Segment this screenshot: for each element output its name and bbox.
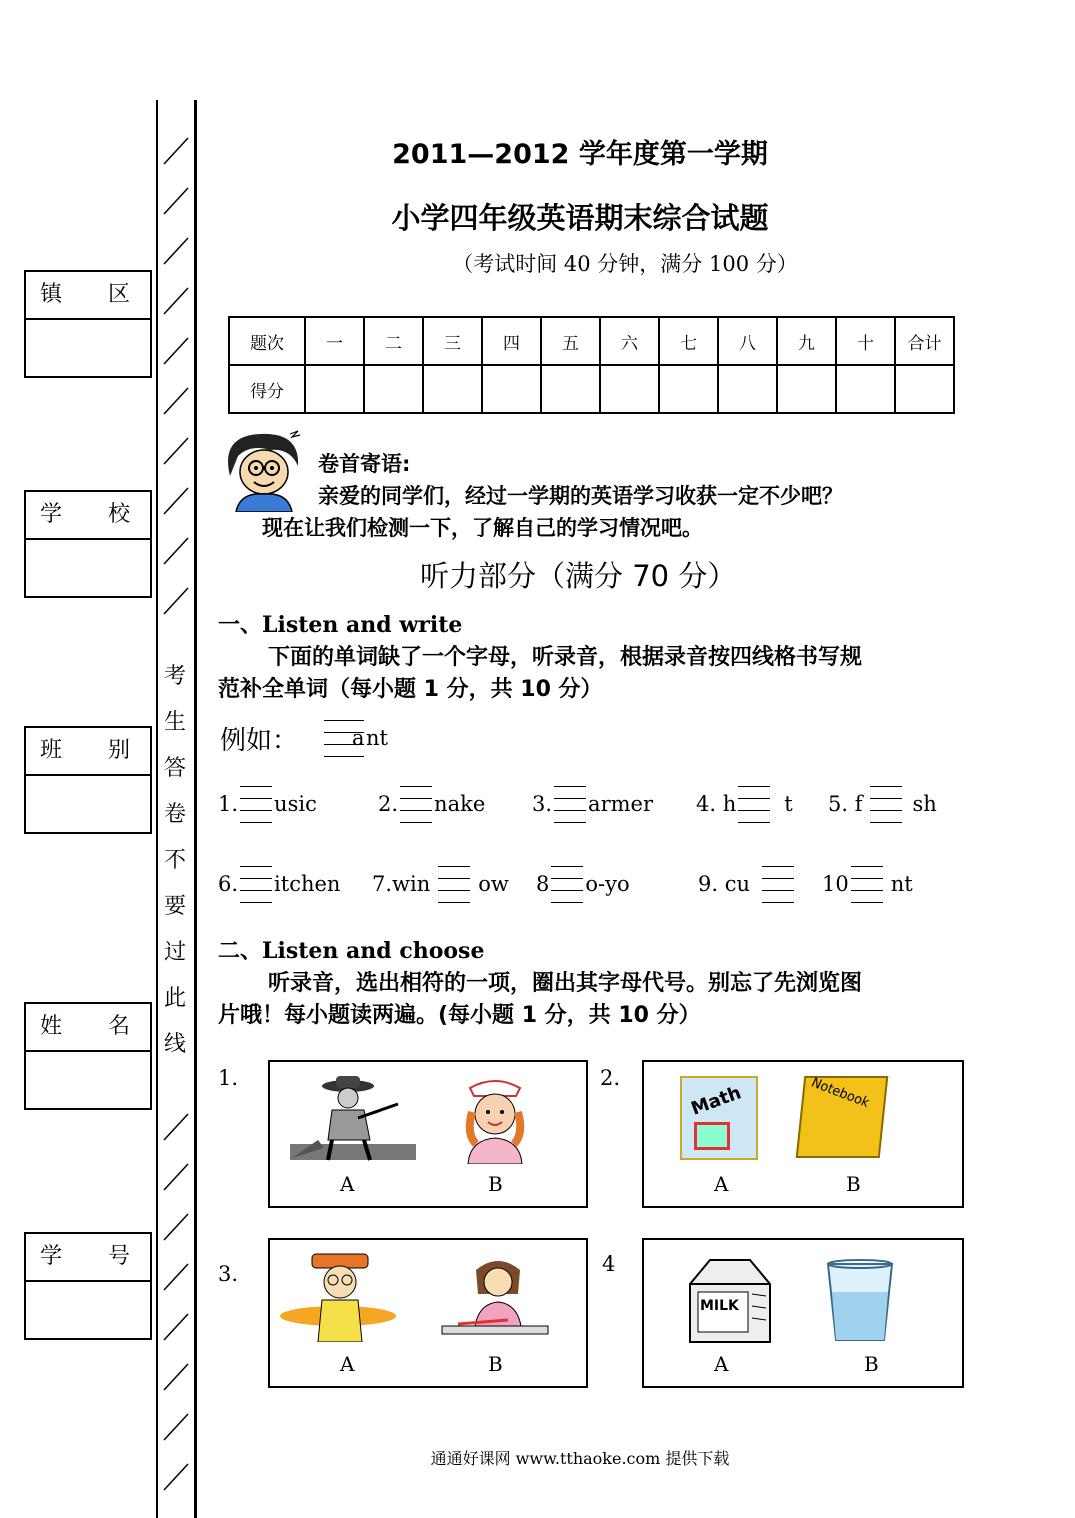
option-a-label[interactable]: A bbox=[714, 1352, 729, 1376]
message-heading: 卷首寄语: bbox=[318, 452, 411, 476]
message-line: 现在让我们检测一下，了解自己的学习情况吧。 bbox=[262, 516, 703, 540]
exam-title: 小学四年级英语期末综合试题 bbox=[391, 201, 769, 235]
field-input-area[interactable] bbox=[26, 1052, 150, 1108]
score-blank[interactable] bbox=[423, 365, 482, 413]
score-cell: 得分 bbox=[229, 365, 305, 413]
score-blank[interactable] bbox=[895, 365, 954, 413]
binding-char: 不 bbox=[160, 838, 190, 884]
notebook-text: Notebook bbox=[808, 1075, 872, 1111]
score-cell: 题次 bbox=[229, 317, 305, 365]
picture-box bbox=[642, 1060, 964, 1208]
question-number: 3. bbox=[218, 1262, 239, 1286]
score-cell: 五 bbox=[541, 317, 600, 365]
binding-char: 要 bbox=[160, 884, 190, 930]
example-rest: nt bbox=[366, 726, 388, 750]
word-item: 8 o-yo bbox=[536, 862, 630, 906]
option-a-label[interactable]: A bbox=[340, 1172, 355, 1196]
binding-char: 过 bbox=[160, 930, 190, 976]
word-item: 6. itchen bbox=[218, 862, 340, 906]
score-blank[interactable] bbox=[305, 365, 364, 413]
word-item: 4. h t bbox=[696, 782, 793, 826]
question-number: 1. bbox=[218, 1066, 239, 1090]
binding-char: 答 bbox=[160, 746, 190, 792]
exam-note: （考试时间 40 分钟，满分 100 分） bbox=[452, 252, 798, 276]
binding-char: 生 bbox=[160, 700, 190, 746]
field-label: 名 bbox=[108, 1014, 131, 1039]
score-cell: 四 bbox=[482, 317, 541, 365]
example-word bbox=[322, 716, 388, 760]
section-instruction: 范补全单词（每小题 1 分，共 10 分） bbox=[218, 677, 603, 702]
exam-term-title: 2011—2012 学年度第一学期 bbox=[392, 139, 768, 170]
word-item: 1. usic bbox=[218, 782, 317, 826]
word-item: 3. armer bbox=[532, 782, 653, 826]
notebook-picture-icon[interactable] bbox=[796, 1076, 889, 1158]
picture-box bbox=[268, 1060, 588, 1208]
score-cell: 十 bbox=[836, 317, 895, 365]
math-book-picture-icon[interactable] bbox=[680, 1076, 758, 1160]
score-cell: 八 bbox=[718, 317, 777, 365]
score-blank[interactable] bbox=[364, 365, 423, 413]
field-student-id bbox=[24, 1232, 152, 1340]
section-instruction: 下面的单词缺了一个字母，听录音，根据录音按四线格书写规 bbox=[268, 645, 863, 670]
field-label: 区 bbox=[108, 282, 131, 307]
score-blank[interactable] bbox=[600, 365, 659, 413]
field-label: 姓 bbox=[40, 1014, 63, 1039]
four-line-box[interactable] bbox=[240, 782, 272, 826]
section-instruction: 听录音，选出相符的一项，圈出其字母代号。别忘了先浏览图 bbox=[268, 971, 863, 996]
question-number: 4 bbox=[602, 1252, 616, 1276]
score-cell: 合计 bbox=[895, 317, 954, 365]
four-line-box[interactable] bbox=[400, 782, 432, 826]
field-label: 号 bbox=[108, 1244, 131, 1269]
score-blank[interactable] bbox=[777, 365, 836, 413]
field-label: 学 bbox=[40, 1244, 63, 1269]
glass-of-water-picture-icon[interactable] bbox=[824, 1258, 896, 1344]
score-blank[interactable] bbox=[482, 365, 541, 413]
score-cell: 三 bbox=[423, 317, 482, 365]
option-b-label[interactable]: B bbox=[846, 1172, 861, 1196]
field-input-area[interactable] bbox=[26, 1282, 150, 1338]
binding-char: 考 bbox=[160, 654, 190, 700]
word-item: 2. nake bbox=[378, 782, 485, 826]
score-blank[interactable] bbox=[718, 365, 777, 413]
word-item: 9. cu bbox=[698, 862, 796, 906]
boy-picture-icon[interactable] bbox=[278, 1250, 408, 1342]
four-line-box[interactable] bbox=[240, 862, 272, 906]
score-cell: 九 bbox=[777, 317, 836, 365]
score-table-score-row bbox=[229, 365, 954, 413]
four-line-box bbox=[324, 716, 364, 760]
four-line-box[interactable] bbox=[738, 782, 770, 826]
score-table bbox=[228, 316, 955, 414]
score-blank[interactable] bbox=[541, 365, 600, 413]
farmer-picture-icon[interactable] bbox=[288, 1074, 418, 1164]
section-heading: 一、Listen and write bbox=[218, 612, 463, 638]
footer-source: 通通好课网 www.tthaoke.com 提供下载 bbox=[430, 1449, 730, 1468]
message-line: 亲爱的同学们，经过一学期的英语学习收获一定不少吧？ bbox=[318, 484, 843, 508]
picture-box bbox=[268, 1238, 588, 1388]
field-class bbox=[24, 726, 152, 834]
section-instruction: 片哦！每小题读两遍。(每小题 1 分，共 10 分） bbox=[218, 1003, 701, 1028]
field-town bbox=[24, 270, 152, 378]
field-label: 班 bbox=[40, 738, 63, 763]
example-letter: a bbox=[352, 726, 365, 750]
four-line-box[interactable] bbox=[438, 862, 470, 906]
four-line-box[interactable] bbox=[551, 862, 583, 906]
field-label: 校 bbox=[108, 502, 131, 527]
binding-char: 线 bbox=[160, 1022, 190, 1068]
score-cell: 一 bbox=[305, 317, 364, 365]
picture-box bbox=[642, 1238, 964, 1388]
four-line-box[interactable] bbox=[870, 782, 902, 826]
part-title: 听力部分（满分 70 分） bbox=[420, 559, 737, 593]
score-cell: 六 bbox=[600, 317, 659, 365]
section-heading: 二、Listen and choose bbox=[218, 938, 485, 964]
milk-carton-text: MILK bbox=[700, 1298, 739, 1314]
word-item: 5. f sh bbox=[828, 782, 937, 826]
binding-char: 卷 bbox=[160, 792, 190, 838]
field-label: 别 bbox=[108, 738, 131, 763]
nurse-picture-icon[interactable] bbox=[440, 1074, 550, 1164]
field-input-area[interactable] bbox=[26, 540, 150, 596]
field-input-area[interactable] bbox=[26, 776, 150, 832]
option-a-label[interactable]: A bbox=[340, 1352, 355, 1376]
word-item: 10 nt bbox=[822, 862, 913, 906]
word-item: 7.win ow bbox=[372, 862, 509, 906]
example-label: 例如： bbox=[220, 726, 299, 756]
option-a-label[interactable]: A bbox=[714, 1172, 729, 1196]
field-label: 镇 bbox=[40, 282, 63, 307]
score-blank[interactable] bbox=[659, 365, 718, 413]
field-input-area[interactable] bbox=[26, 320, 150, 376]
four-line-box[interactable] bbox=[851, 862, 883, 906]
four-line-box[interactable] bbox=[554, 782, 586, 826]
girl-picture-icon[interactable] bbox=[438, 1250, 554, 1342]
math-book-text: Math bbox=[688, 1082, 744, 1120]
question-number: 2. bbox=[600, 1066, 621, 1090]
binding-char: 此 bbox=[160, 976, 190, 1022]
field-label: 学 bbox=[40, 502, 63, 527]
teacher-cartoon-icon bbox=[210, 426, 310, 512]
option-b-label[interactable]: B bbox=[864, 1352, 879, 1376]
score-cell: 二 bbox=[364, 317, 423, 365]
field-school bbox=[24, 490, 152, 598]
option-b-label[interactable]: B bbox=[488, 1352, 503, 1376]
score-blank[interactable] bbox=[836, 365, 895, 413]
score-table-header-row bbox=[229, 317, 954, 365]
field-name bbox=[24, 1002, 152, 1110]
four-line-box[interactable] bbox=[762, 862, 794, 906]
option-b-label[interactable]: B bbox=[488, 1172, 503, 1196]
score-cell: 七 bbox=[659, 317, 718, 365]
